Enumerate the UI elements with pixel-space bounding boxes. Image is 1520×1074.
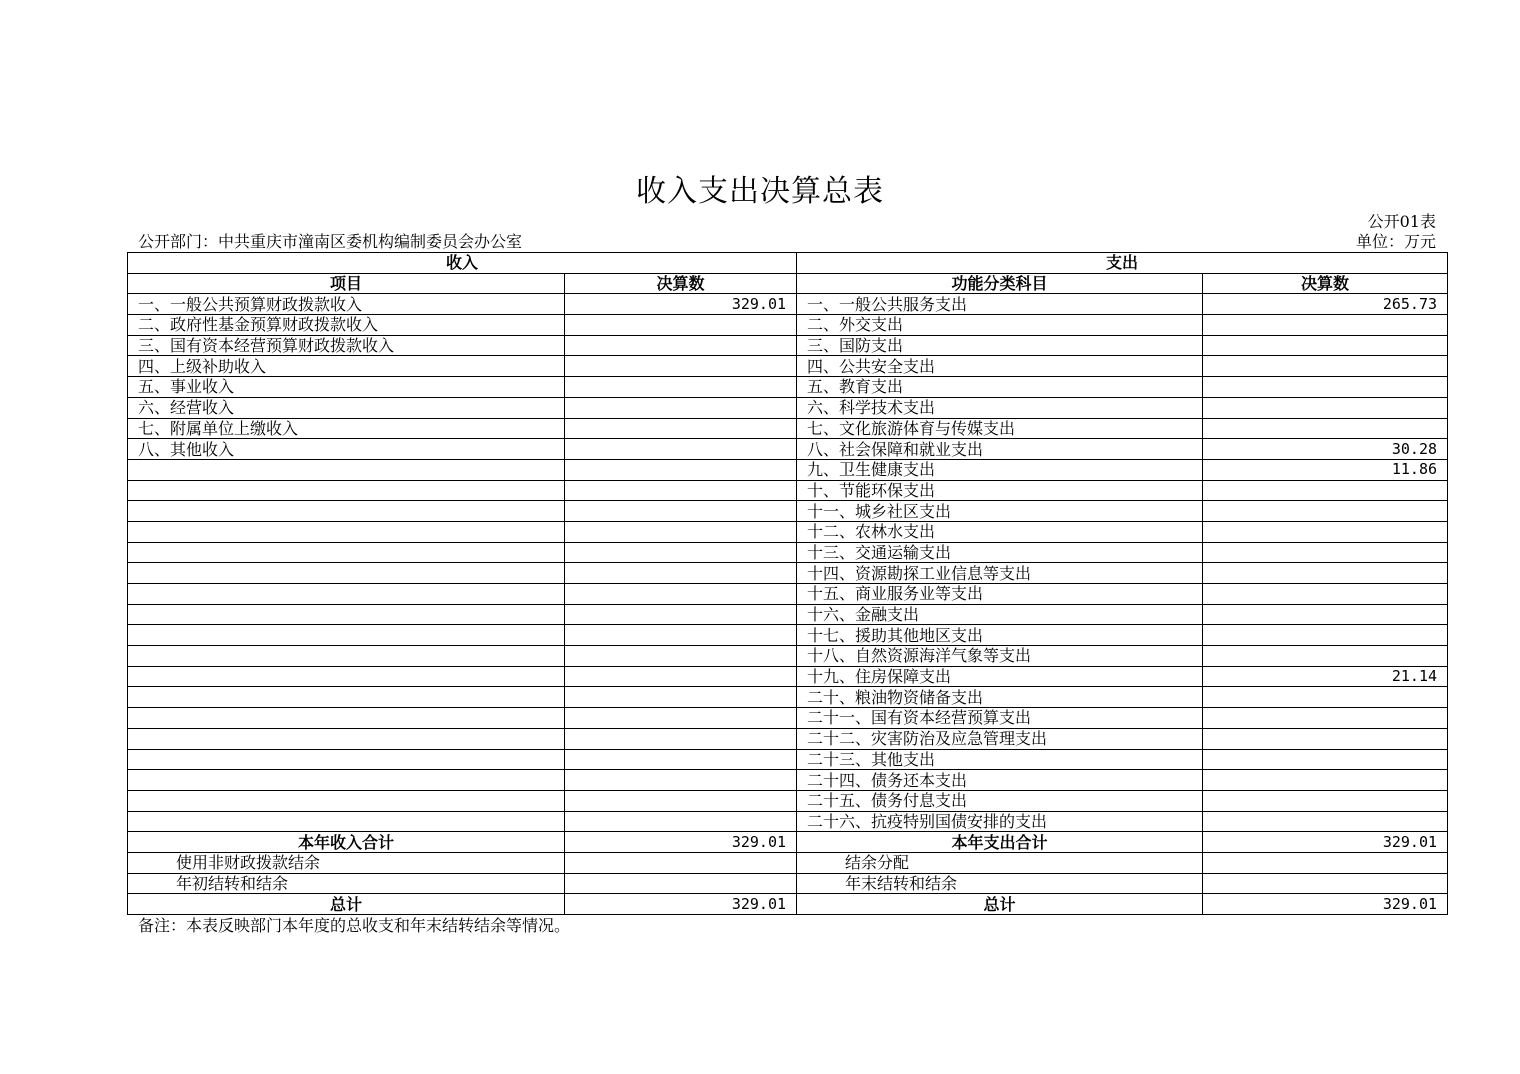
expense-amount-cell [1203, 521, 1448, 542]
header-row-columns [128, 273, 1448, 294]
table-row [128, 356, 1448, 377]
expense-amount-cell [1203, 708, 1448, 729]
income-item-cell [128, 604, 565, 625]
income-item-cell [128, 501, 565, 522]
income-total-label: 总计 [128, 894, 565, 915]
income-amount-cell [565, 728, 797, 749]
income-subtotal-amount: 329.01 [565, 832, 797, 853]
budget-table-body [128, 253, 1448, 915]
expense-total-label: 总计 [797, 894, 1203, 915]
table-row [128, 687, 1448, 708]
extra-expense-item-cell: 结余分配 [797, 852, 1203, 873]
income-item-cell [128, 625, 565, 646]
table-row [128, 625, 1448, 646]
expense-item-cell: 六、科学技术支出 [797, 397, 1203, 418]
income-item-cell: 八、其他收入 [128, 439, 565, 460]
table-row [128, 584, 1448, 605]
income-amount-cell [565, 563, 797, 584]
income-item-cell [128, 666, 565, 687]
expense-item-cell: 九、卫生健康支出 [797, 459, 1203, 480]
expense-amount-cell [1203, 770, 1448, 791]
extra-row [128, 873, 1448, 894]
expense-amount-cell: 30.28 [1203, 439, 1448, 460]
expense-item-cell: 八、社会保障和就业支出 [797, 439, 1203, 460]
expense-item-cell: 三、国防支出 [797, 335, 1203, 356]
income-item-cell [128, 459, 565, 480]
income-item-cell [128, 728, 565, 749]
income-item-cell [128, 770, 565, 791]
extra-income-amount-cell [565, 852, 797, 873]
table-row [128, 790, 1448, 811]
expense-item-cell: 五、教育支出 [797, 377, 1203, 398]
income-amount-cell [565, 708, 797, 729]
table-row [128, 770, 1448, 791]
expense-amount-cell [1203, 418, 1448, 439]
income-amount-column-header: 决算数 [565, 273, 797, 294]
income-amount-cell [565, 790, 797, 811]
income-amount-cell [565, 459, 797, 480]
table-row [128, 397, 1448, 418]
table-row [128, 501, 1448, 522]
expense-subtotal-label: 本年支出合计 [797, 832, 1203, 853]
expense-amount-cell [1203, 397, 1448, 418]
expense-amount-cell [1203, 584, 1448, 605]
expense-amount-cell [1203, 563, 1448, 584]
expense-amount-cell [1203, 749, 1448, 770]
expense-item-cell: 十九、住房保障支出 [797, 666, 1203, 687]
expense-amount-column-header: 决算数 [1203, 273, 1448, 294]
income-item-cell [128, 542, 565, 563]
table-row [128, 666, 1448, 687]
table-row [128, 439, 1448, 460]
table-row [128, 480, 1448, 501]
income-item-cell [128, 480, 565, 501]
income-item-cell [128, 708, 565, 729]
expense-amount-cell: 11.86 [1203, 459, 1448, 480]
extra-expense-amount-cell [1203, 852, 1448, 873]
income-amount-cell [565, 625, 797, 646]
subtotal-row [128, 832, 1448, 853]
expense-amount-cell [1203, 646, 1448, 667]
income-amount-cell [565, 439, 797, 460]
table-row [128, 315, 1448, 336]
expense-amount-cell: 21.14 [1203, 666, 1448, 687]
header-row-group [128, 253, 1448, 274]
extra-expense-amount-cell [1203, 873, 1448, 894]
income-amount-cell [565, 687, 797, 708]
expense-amount-cell [1203, 625, 1448, 646]
income-amount-cell [565, 770, 797, 791]
expense-amount-cell [1203, 604, 1448, 625]
expense-item-cell: 二十一、国有资本经营预算支出 [797, 708, 1203, 729]
income-amount-cell [565, 811, 797, 832]
income-item-cell [128, 749, 565, 770]
table-row [128, 708, 1448, 729]
income-item-cell [128, 811, 565, 832]
income-total-amount: 329.01 [565, 894, 797, 915]
income-item-cell [128, 563, 565, 584]
income-amount-cell [565, 418, 797, 439]
expense-item-cell: 七、文化旅游体育与传媒支出 [797, 418, 1203, 439]
income-amount-cell [565, 646, 797, 667]
income-item-cell: 四、上级补助收入 [128, 356, 565, 377]
extra-income-item-cell: 年初结转和结余 [128, 873, 565, 894]
income-header: 收入 [128, 253, 797, 274]
table-row [128, 563, 1448, 584]
income-amount-cell [565, 666, 797, 687]
expense-item-cell: 二十四、债务还本支出 [797, 770, 1203, 791]
expense-item-cell: 十二、农林水支出 [797, 521, 1203, 542]
income-item-cell [128, 584, 565, 605]
income-amount-cell [565, 480, 797, 501]
income-amount-cell [565, 542, 797, 563]
table-row [128, 542, 1448, 563]
income-item-cell: 六、经营收入 [128, 397, 565, 418]
income-item-cell [128, 687, 565, 708]
expense-item-cell: 二十三、其他支出 [797, 749, 1203, 770]
unit-label: 单位：万元 [1355, 232, 1436, 251]
table-row [128, 335, 1448, 356]
income-item-cell: 七、附属单位上缴收入 [128, 418, 565, 439]
expense-item-cell: 十五、商业服务业等支出 [797, 584, 1203, 605]
expense-item-cell: 四、公共安全支出 [797, 356, 1203, 377]
table-row [128, 749, 1448, 770]
income-amount-cell: 329.01 [565, 294, 797, 315]
income-item-cell [128, 790, 565, 811]
table-row [128, 418, 1448, 439]
extra-row [128, 852, 1448, 873]
expense-amount-cell [1203, 542, 1448, 563]
income-item-cell: 二、政府性基金预算财政拨款收入 [128, 315, 565, 336]
extra-income-amount-cell [565, 873, 797, 894]
income-amount-cell [565, 377, 797, 398]
expense-item-cell: 十一、城乡社区支出 [797, 501, 1203, 522]
table-row [128, 294, 1448, 315]
expense-item-cell: 十、节能环保支出 [797, 480, 1203, 501]
expense-header: 支出 [797, 253, 1448, 274]
income-item-cell: 五、事业收入 [128, 377, 565, 398]
expense-subtotal-amount: 329.01 [1203, 832, 1448, 853]
department-label: 公开部门：中共重庆市潼南区委机构编制委员会办公室 [138, 232, 523, 251]
table-row [128, 377, 1448, 398]
table-row [128, 521, 1448, 542]
expense-item-cell: 二、外交支出 [797, 315, 1203, 336]
expense-amount-cell [1203, 377, 1448, 398]
table-note: 备注：本表反映部门本年度的总收支和年末结转结余等情况。 [138, 916, 571, 935]
income-item-cell: 三、国有资本经营预算财政拨款收入 [128, 335, 565, 356]
income-subtotal-label: 本年收入合计 [128, 832, 565, 853]
income-amount-cell [565, 521, 797, 542]
income-amount-cell [565, 749, 797, 770]
expense-amount-cell [1203, 790, 1448, 811]
expense-amount-cell [1203, 811, 1448, 832]
expense-amount-cell [1203, 501, 1448, 522]
table-row [128, 811, 1448, 832]
expense-item-cell: 十八、自然资源海洋气象等支出 [797, 646, 1203, 667]
func-category-column-header: 功能分类科目 [797, 273, 1203, 294]
expense-amount-cell [1203, 315, 1448, 336]
expense-item-cell: 十三、交通运输支出 [797, 542, 1203, 563]
expense-amount-cell [1203, 356, 1448, 377]
expense-amount-cell: 265.73 [1203, 294, 1448, 315]
income-amount-cell [565, 584, 797, 605]
table-row [128, 459, 1448, 480]
expense-amount-cell [1203, 728, 1448, 749]
item-column-header: 项目 [128, 273, 565, 294]
total-row [128, 894, 1448, 915]
expense-item-cell: 二十五、债务付息支出 [797, 790, 1203, 811]
income-amount-cell [565, 604, 797, 625]
expense-item-cell: 十六、金融支出 [797, 604, 1203, 625]
expense-item-cell: 二十二、灾害防治及应急管理支出 [797, 728, 1203, 749]
expense-item-cell: 二十六、抗疫特别国债安排的支出 [797, 811, 1203, 832]
expense-item-cell: 二十、粮油物资储备支出 [797, 687, 1203, 708]
budget-table [127, 252, 1448, 915]
expense-item-cell: 十七、援助其他地区支出 [797, 625, 1203, 646]
income-amount-cell [565, 501, 797, 522]
income-amount-cell [565, 335, 797, 356]
expense-amount-cell [1203, 335, 1448, 356]
expense-amount-cell [1203, 687, 1448, 708]
table-row [128, 604, 1448, 625]
expense-total-amount: 329.01 [1203, 894, 1448, 915]
table-row [128, 646, 1448, 667]
page-title: 收入支出决算总表 [636, 174, 884, 209]
expense-item-cell: 十四、资源勘探工业信息等支出 [797, 563, 1203, 584]
form-number: 公开01表 [1367, 212, 1436, 231]
extra-expense-item-cell: 年末结转和结余 [797, 873, 1203, 894]
income-item-cell [128, 521, 565, 542]
expense-item-cell: 一、一般公共服务支出 [797, 294, 1203, 315]
income-item-cell: 一、一般公共预算财政拨款收入 [128, 294, 565, 315]
income-item-cell [128, 646, 565, 667]
income-amount-cell [565, 356, 797, 377]
table-row [128, 728, 1448, 749]
income-amount-cell [565, 315, 797, 336]
income-amount-cell [565, 397, 797, 418]
extra-income-item-cell: 使用非财政拨款结余 [128, 852, 565, 873]
expense-amount-cell [1203, 480, 1448, 501]
